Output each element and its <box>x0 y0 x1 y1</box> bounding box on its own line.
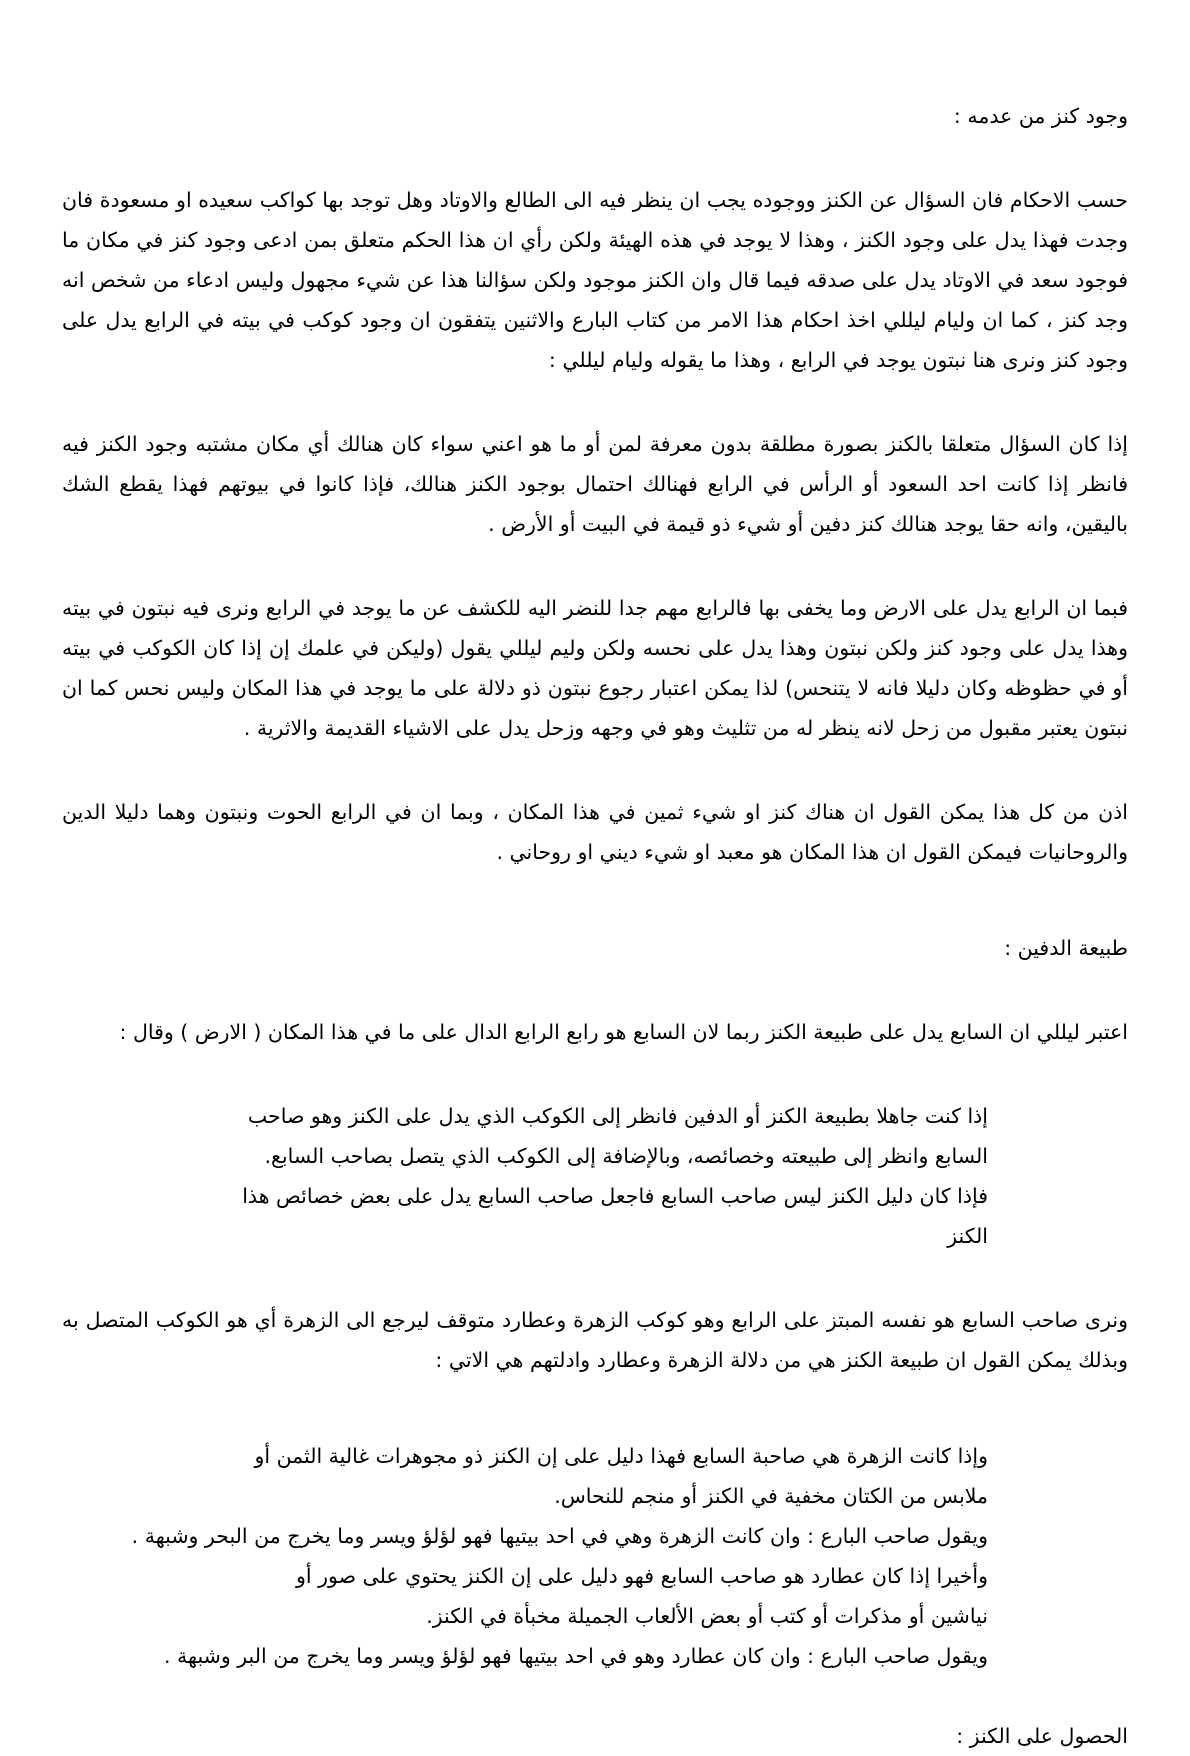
spacer <box>62 998 1128 1012</box>
spacer <box>62 410 1128 424</box>
indication-mercury-line-2: نياشين أو مذكرات أو كتب أو بعض الألعاب الجميلة مخبأة في الكنز. <box>426 1604 988 1628</box>
paragraph-seventh-house-nature: اعتبر ليللي ان السابع يدل على طبيعة الكنز ربما لان السابع هو رابع الرابع الدال على ما في هذا المكان ( الارض ) وقال : <box>119 1020 1128 1044</box>
quote-line-2: السابع وانظر إلى طبيعته وخصائصه، وبالإضافة إلى الكوكب الذي يتصل بصاحب السابع. <box>264 1144 988 1168</box>
spacer <box>62 1410 1128 1436</box>
indication-venus-bari-quote: ويقول صاحب البارع : وان كانت الزهرة وهي في احد بيتيها فهو لؤلؤ ويسر وما يخرج من البحر وشبهة . <box>131 1524 988 1548</box>
paragraph-fourth-house-neptune: فبما ان الرابع يدل على الارض وما يخفى بها فالرابع مهم جدا للنضر اليه للكشف عن ما يوجد في الرابع ونرى فيه نبتون في بيته وهذا يدل على وجود كنز ولكن نبتون وهذا يدل على نحسه ولكن وليم ليللي يقول (وليكن في علمك إن إذا كان الكوكب في بيته أو في حظوظه وكان دليلا فانه لا يتنحس) لذا يمكن اعتبار رجوع نبتون ذو دلالة على ما يوجد في هذا المكان وليس نحس كما ان نبتون يعتبر مقبول من زحل لانه ينظر له من تثليث وهو في وجهه وزحل يدل على الاشياء القديمة والاثرية . <box>62 596 1128 740</box>
spacer <box>62 778 1128 792</box>
indication-mercury-bari-quote: ويقول صاحب البارع : وان كان عطارد وهو في احد بيتيها فهو لؤلؤ ويسر وما يخرج من البر وشبهة . <box>163 1644 988 1668</box>
paragraph-lilly-absolute-question: إذا كان السؤال متعلقا بالكنز بصورة مطلقة بدون معرفة لمن أو ما هو اعني سواء كان هنالك أي مكان مشتبه وجود الكنز فيه فانظر إذا كانت احد السعود أو الرأس في الرابع فهنالك احتمال بوجود الكنز هنالك، فإذا كانوا في بيوتهم فهذا يقطع الشك باليقين، وانه حقا يوجد هنالك كنز دفين أو شيء ذو قيمة في البيت أو الأرض . <box>62 432 1128 536</box>
spacer <box>62 902 1128 928</box>
paragraph-venus-mercury-ruler: ونرى صاحب السابع هو نفسه المبتز على الرابع وهو كوكب الزهرة وعطارد متوقف ليرجع الى الزهرة أي هو الكوكب المتصل به وبذلك يمكن القول ان طبيعة الكنز هي من دلالة الزهرة وعطارد وادلتهم هي الاتي : <box>62 1308 1128 1372</box>
paragraph-treasure-rules: حسب الاحكام فان السؤال عن الكنز ووجوده يجب ان ينظر فيه الى الطالع والاوتاد وهل توجد بها كواكب سعيده او مسعودة فان وجدت فهذا يدل على وجود الكنز ، وهذا لا يوجد في هذه الهيئة ولكن رأي ان هذا الحكم متعلق بمن ادعى وجود كنز في مكان ما فوجود سعد في الاوتاد يدل على صدقه فيما قال وان الكنز موجود ولكن سؤالنا هذا عن شيء مجهول وليس ادعاء من شخص انه وجد كنز ، كما ان وليام ليللي اخذ احكام هذا الامر من كتاب البارع والاثنين يتفقون ان وجود كوكب في بيته في الرابع يدل على وجود كنز ونرى هنا نبتون يوجد في الرابع ، وهذا ما يقوله وليام ليللي : <box>62 188 1128 372</box>
indications-list <box>62 1436 1128 1676</box>
quote-line-4: الكنز <box>947 1224 988 1248</box>
heading-treasure-existence: وجود كنز من عدمه : <box>953 104 1128 128</box>
spacer <box>62 1286 1128 1300</box>
paragraph-conclusion-temple: اذن من كل هذا يمكن القول ان هناك كنز او شيء ثمين في هذا المكان ، وبما ان في الرابع الحوت ونبتون وهما دليلا الدين والروحانيات فيمكن القول ان هذا المكان هو معبد او شيء ديني او روحاني . <box>62 800 1128 864</box>
spacer <box>62 574 1128 588</box>
heading-obtaining-treasure: الحصول على الكنز : <box>956 1724 1128 1748</box>
indication-venus-line-1: وإذا كانت الزهرة هي صاحبة السابع فهذا دليل على إن الكنز ذو مجوهرات غالية الثمن أو <box>254 1444 988 1468</box>
indication-venus-line-2: ملابس من الكتان مخفية في الكنز أو منجم للنحاس. <box>554 1484 988 1508</box>
spacer <box>62 1082 1128 1096</box>
document-body <box>62 96 1128 1756</box>
heading-nature-of-burial: طبيعة الدفين : <box>1004 936 1128 960</box>
quote-lilly-nature <box>62 1096 1128 1256</box>
spacer <box>62 166 1128 180</box>
spacer <box>62 1676 1128 1716</box>
quote-line-3: فإذا كان دليل الكنز ليس صاحب السابع فاجعل صاحب السابع يدل على بعض خصائص هذا <box>242 1184 988 1208</box>
quote-line-1: إذا كنت جاهلا بطبيعة الكنز أو الدفين فانظر إلى الكوكب الذي يدل على الكنز وهو صاحب <box>247 1104 988 1128</box>
indication-mercury-line-1: وأخيرا إذا كان عطارد هو صاحب السابع فهو دليل على إن الكنز يحتوي على صور أو <box>296 1564 988 1588</box>
